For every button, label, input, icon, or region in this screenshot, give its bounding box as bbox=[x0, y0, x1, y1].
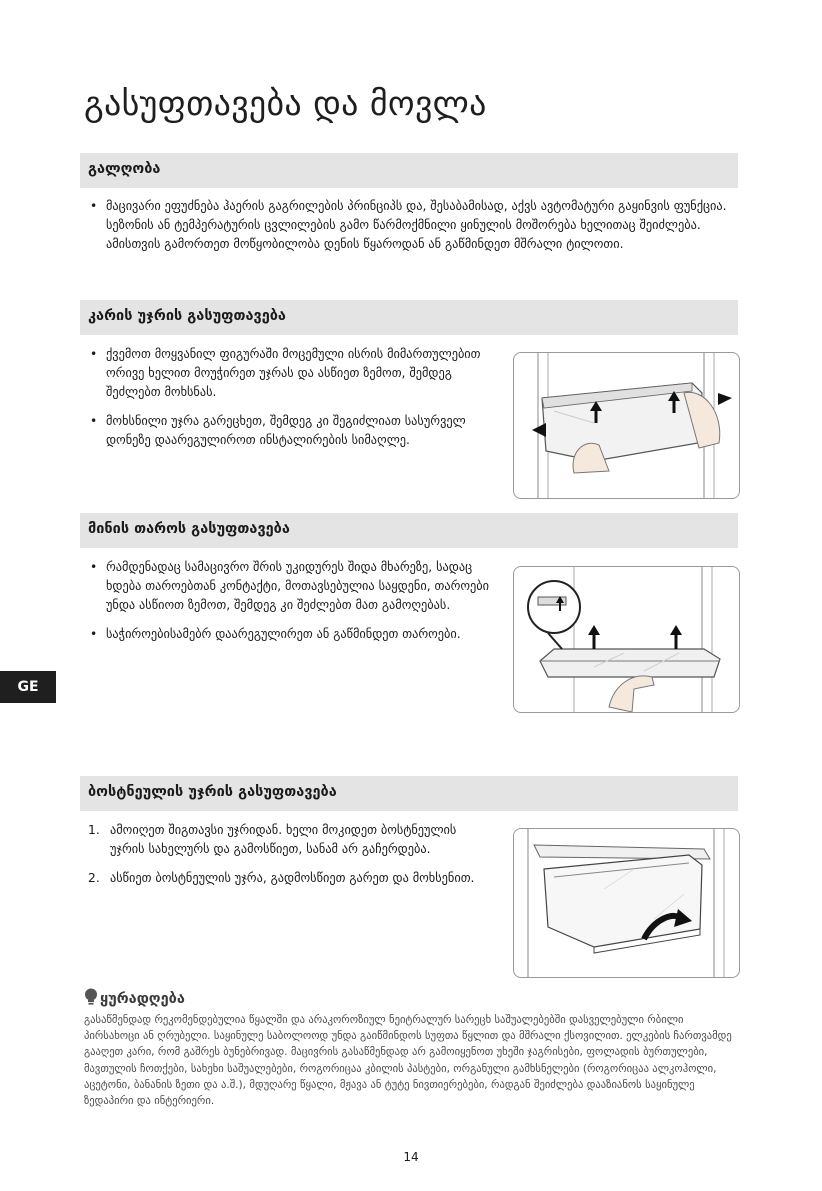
language-tab: GE bbox=[0, 671, 56, 703]
section-heading: კარის უჯრის გასუფთავება bbox=[88, 308, 286, 324]
bullet-icon: • bbox=[90, 199, 98, 213]
list-item: • ქვემოთ მოყვანილ ფიგურაში მოცემული ისრის მიმართულებით ორივე ხელით მოუჭირეთ უჯრას და ასწიეთ ზემოთ, შემდეგ შეძლებთ მოხსნას. bbox=[90, 347, 481, 399]
page-title: გასუფთავება და მოვლა bbox=[84, 84, 487, 124]
glass-shelf-list bbox=[84, 558, 494, 654]
section-heading: გალღობა bbox=[88, 161, 161, 177]
bullet-icon: • bbox=[90, 347, 98, 361]
section-header-crisper bbox=[80, 776, 738, 811]
glass-shelf-figure bbox=[513, 566, 740, 713]
crisper-steps bbox=[88, 821, 488, 898]
section-heading: მინის თაროს გასუფთავება bbox=[88, 521, 290, 537]
crisper-figure bbox=[513, 828, 740, 978]
list-item: • საჭიროებისამებრ დაარეგულირეთ ან გაწმინდეთ თაროები. bbox=[84, 625, 494, 644]
door-bin-list bbox=[84, 345, 494, 460]
note-heading: ყურადღება bbox=[84, 988, 185, 1010]
page-number: 14 bbox=[403, 1150, 419, 1164]
list-item: • მაცივარი ეფუძნება ჰაერის გაგრილების პრინციპს და, შესაბამისად, აქვს ავტომატური გაყინვის ფუნქცია. სეზონის ან ტემპერატურის ცვლილების გამო წარმოქმნილი ყინულის მოშორება ხელითაც შეიძლება. ამისთვის გამორთეთ მოწყობილობა დენის წყაროდან ან გაწმინდეთ მშრალი ტილოთი. bbox=[90, 199, 727, 251]
bullet-icon: • bbox=[90, 627, 98, 641]
note-text: გასაწმენდად რეკომენდებულია წყალში და არაკოროზიულ ნეიტრალურ სარეცხ საშუალებებში დასველებული რბილი პირსახოცი ან ღრუბელი. საყინულე საბოლოოდ უნდა გაიწმინდოს სუფთა წყლით და მშრალი ქსოვილით. ელკების ჩართვამდე გააღეთ კარი, რომ გაშრეს ბუნებრივად. მაცივრის გასაწმენდად არ გამოიყენოთ უხეში ჯაგრისები, ფოლადის ბურთულები, მავთულის ჩოთქები, სახეხი საშუალებები, როგორიცაა კბილის პასტები, ორგანული გამხსნელები (როგორიცაა ალკოჰოლი, აცეტონი, ბანანის ზეთი და ა.შ.), მდუღარე წყალი, მჟავა ან ტუტე ნივთიერებები, რადგან შეიძლება დააზიანოს საყინულე ზედაპირი და ინტერიერი. bbox=[84, 1014, 732, 1108]
section-heading: ბოსტნეულის უჯრის გასუფთავება bbox=[88, 784, 337, 800]
list-item: • მოხსნილი უჯრა გარეცხეთ, შემდეგ კი შეგიძლიათ სასურველ დონეზე დაარეგულიროთ ინსტალირების სიმაღლე. bbox=[90, 414, 466, 447]
defrost-list bbox=[84, 197, 734, 264]
bullet-icon: • bbox=[90, 560, 98, 574]
bullet-icon: • bbox=[90, 414, 98, 428]
section-header-door-bin bbox=[80, 300, 738, 335]
list-item: • რამდენადაც სამაცივრო შრის უკიდურეს შიდა მხარეზე, სადაც ხდება თაროებთან კონტაქტი, მოთავსებულია საყდენი, თაროები უნდა ასწიოთ ზემოთ, შემდეგ კი შეძლებთ მათ გამოღებას. bbox=[90, 560, 490, 612]
door-bin-figure bbox=[513, 352, 740, 499]
list-item: 2. ასწიეთ ბოსტნეულის უჯრა, გადმოსწიეთ გარეთ და მოხსენით. bbox=[88, 871, 475, 885]
lightbulb-icon bbox=[84, 988, 98, 1010]
section-header-defrost bbox=[80, 153, 738, 188]
section-header-glass-shelf bbox=[80, 513, 738, 548]
list-item: 1. ამოიღეთ შიგთავსი უჯრიდან. ხელი მოკიდეთ ბოსტნეულის უჯრის სახელურს და გამოსწიეთ, სანამ არ გაჩერდება. bbox=[88, 823, 457, 856]
